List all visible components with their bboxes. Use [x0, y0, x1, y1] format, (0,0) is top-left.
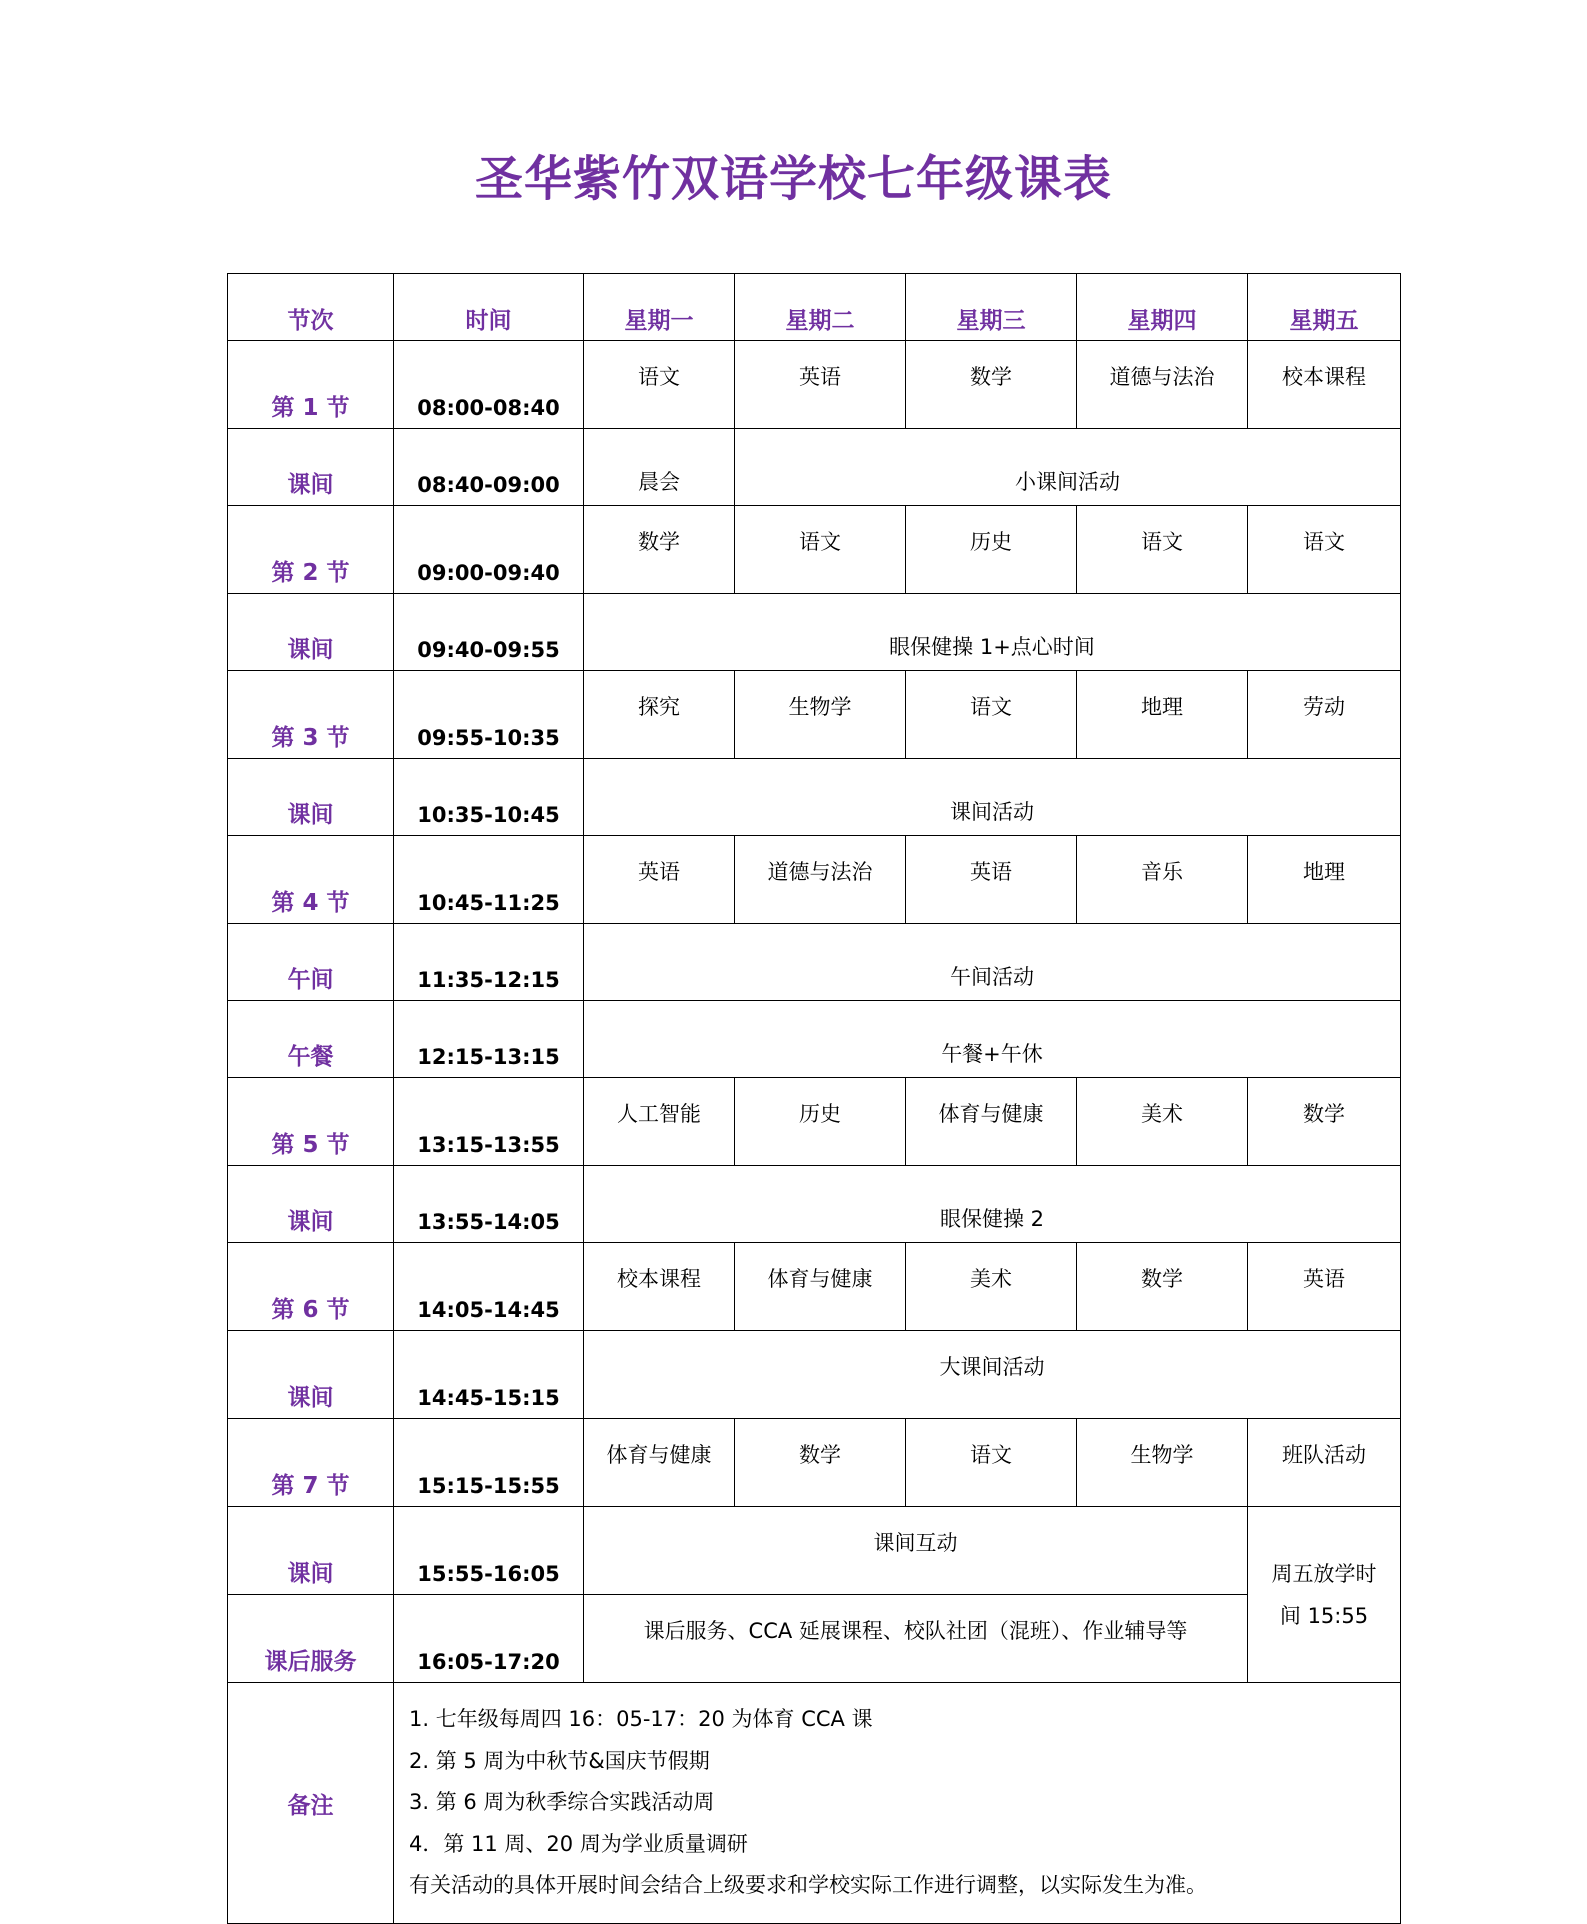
period-label: 课间: [228, 759, 394, 836]
header-row: [228, 274, 1401, 341]
period-label: 课间: [228, 1331, 394, 1419]
table-row: [228, 924, 1401, 1001]
subject-cell: 语文: [735, 506, 906, 594]
subject-cell: 数学: [906, 341, 1077, 429]
period-time: 14:05-14:45: [394, 1243, 584, 1331]
period-label: 课间: [228, 594, 394, 671]
header-monday: 星期一: [584, 274, 735, 341]
subject-cell: 数学: [735, 1419, 906, 1507]
subject-cell: 数学: [1077, 1243, 1248, 1331]
period-label: 课间: [228, 429, 394, 506]
period-time: 12:15-13:15: [394, 1001, 584, 1078]
break-activity-cell: 眼保健操 2: [584, 1166, 1401, 1243]
period-label: 第 4 节: [228, 836, 394, 924]
subject-cell: 音乐: [1077, 836, 1248, 924]
subject-cell: 班队活动: [1248, 1419, 1401, 1507]
table-row: [228, 759, 1401, 836]
period-label: 课后服务: [228, 1595, 394, 1683]
period-time: 09:00-09:40: [394, 506, 584, 594]
table-row: [228, 1166, 1401, 1243]
period-label: 第 7 节: [228, 1419, 394, 1507]
period-time: 08:40-09:00: [394, 429, 584, 506]
header-time: 时间: [394, 274, 584, 341]
table-row: [228, 836, 1401, 924]
subject-cell: 体育与健康: [906, 1078, 1077, 1166]
note-line: 有关活动的具体开展时间会结合上级要求和学校实际工作进行调整，以实际发生为准。: [409, 1873, 1207, 1898]
period-label: 第 2 节: [228, 506, 394, 594]
friday-note-line: 间 15:55: [1279, 1603, 1369, 1628]
subject-cell: 语文: [906, 1419, 1077, 1507]
after-school-service-cell: 课后服务、CCA 延展课程、校队社团（混班）、作业辅导等: [584, 1595, 1248, 1683]
subject-cell: 体育与健康: [584, 1419, 735, 1507]
period-time: 15:55-16:05: [394, 1507, 584, 1595]
table-row: [228, 429, 1401, 506]
table-row: [228, 506, 1401, 594]
subject-cell: 校本课程: [1248, 341, 1401, 429]
period-label: 第 5 节: [228, 1078, 394, 1166]
header-friday: 星期五: [1248, 274, 1401, 341]
notes-content: [394, 1683, 1401, 1924]
subject-cell: 人工智能: [584, 1078, 735, 1166]
subject-cell: 英语: [906, 836, 1077, 924]
period-time: 08:00-08:40: [394, 341, 584, 429]
break-activity-cell: 课间互动: [584, 1507, 1248, 1595]
period-time: 13:55-14:05: [394, 1166, 584, 1243]
subject-cell: 探究: [584, 671, 735, 759]
notes-row: [228, 1683, 1401, 1924]
period-time: 10:45-11:25: [394, 836, 584, 924]
period-label: 课间: [228, 1166, 394, 1243]
table-row: [228, 1595, 1401, 1683]
note-line: 1. 七年级每周四 16：05-17：20 为体育 CCA 课: [409, 1707, 873, 1732]
subject-cell: 劳动: [1248, 671, 1401, 759]
period-label: 午间: [228, 924, 394, 1001]
break-activity-cell: 午间活动: [584, 924, 1401, 1001]
note-line: 3. 第 6 周为秋季综合实践活动周: [409, 1790, 715, 1815]
period-time: 10:35-10:45: [394, 759, 584, 836]
subject-cell: 道德与法治: [735, 836, 906, 924]
period-label: 午餐: [228, 1001, 394, 1078]
header-tuesday: 星期二: [735, 274, 906, 341]
break-activity-cell: 午餐+午休: [584, 1001, 1401, 1078]
subject-cell: 数学: [1248, 1078, 1401, 1166]
friday-dismissal-note: [1248, 1507, 1401, 1683]
note-line: 4．第 11 周、20 周为学业质量调研: [409, 1831, 748, 1856]
page-title: 圣华紫竹双语学校七年级课表: [474, 151, 1112, 207]
period-time: 11:35-12:15: [394, 924, 584, 1001]
subject-cell: 美术: [906, 1243, 1077, 1331]
subject-cell: 地理: [1248, 836, 1401, 924]
friday-note-line: 周五放学时: [1271, 1561, 1377, 1586]
table-row: [228, 1507, 1401, 1595]
break-activity-cell: 小课间活动: [735, 429, 1401, 506]
subject-cell: 道德与法治: [1077, 341, 1248, 429]
header-wednesday: 星期三: [906, 274, 1077, 341]
subject-cell: 语文: [906, 671, 1077, 759]
subject-cell: 英语: [584, 836, 735, 924]
subject-cell: 数学: [584, 506, 735, 594]
period-label: 第 1 节: [228, 341, 394, 429]
period-time: 13:15-13:55: [394, 1078, 584, 1166]
table-row: [228, 1331, 1401, 1419]
table-row: [228, 1419, 1401, 1507]
break-activity-cell: 眼保健操 1+点心时间: [584, 594, 1401, 671]
table-row: [228, 341, 1401, 429]
subject-cell: 语文: [1248, 506, 1401, 594]
header-thursday: 星期四: [1077, 274, 1248, 341]
period-time: 09:55-10:35: [394, 671, 584, 759]
period-time: 09:40-09:55: [394, 594, 584, 671]
note-line: 2. 第 5 周为中秋节&国庆节假期: [409, 1748, 710, 1773]
period-time: 15:15-15:55: [394, 1419, 584, 1507]
monday-activity-cell: 晨会: [584, 429, 735, 506]
break-activity-cell: 大课间活动: [584, 1331, 1401, 1419]
table-row: [228, 594, 1401, 671]
notes-label: 备注: [228, 1683, 394, 1924]
subject-cell: 生物学: [1077, 1419, 1248, 1507]
period-time: 14:45-15:15: [394, 1331, 584, 1419]
period-label: 课间: [228, 1507, 394, 1595]
period-label: 第 3 节: [228, 671, 394, 759]
period-time: 16:05-17:20: [394, 1595, 584, 1683]
subject-cell: 英语: [735, 341, 906, 429]
period-label: 第 6 节: [228, 1243, 394, 1331]
subject-cell: 英语: [1248, 1243, 1401, 1331]
table-row: [228, 1243, 1401, 1331]
table-row: [228, 1001, 1401, 1078]
header-period: 节次: [228, 274, 394, 341]
schedule-table: [227, 273, 1401, 1924]
subject-cell: 体育与健康: [735, 1243, 906, 1331]
subject-cell: 生物学: [735, 671, 906, 759]
subject-cell: 美术: [1077, 1078, 1248, 1166]
subject-cell: 历史: [906, 506, 1077, 594]
subject-cell: 地理: [1077, 671, 1248, 759]
subject-cell: 历史: [735, 1078, 906, 1166]
subject-cell: 语文: [1077, 506, 1248, 594]
table-row: [228, 1078, 1401, 1166]
subject-cell: 校本课程: [584, 1243, 735, 1331]
subject-cell: 语文: [584, 341, 735, 429]
break-activity-cell: 课间活动: [584, 759, 1401, 836]
table-row: [228, 671, 1401, 759]
